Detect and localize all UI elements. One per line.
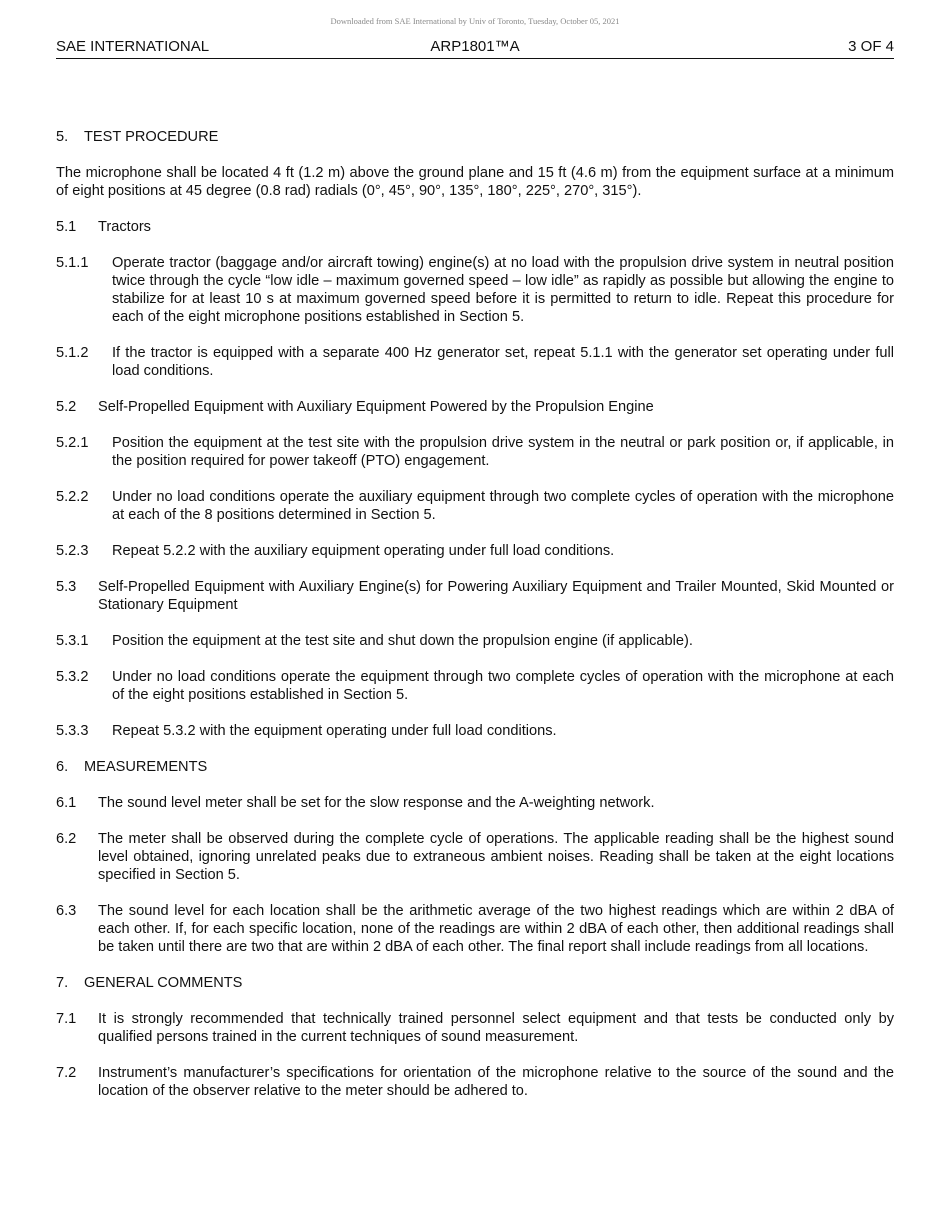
paragraph-number: 5.2.3 [56, 543, 89, 559]
paragraph-7-2 [56, 1064, 894, 1100]
paragraph-text: Repeat 5.3.2 with the equipment operating under full load conditions. [112, 723, 557, 739]
paragraph-text: Repeat 5.2.2 with the auxiliary equipment operating under full load conditions. [112, 543, 615, 559]
paragraph-6-2 [56, 830, 894, 884]
section-title: TEST PROCEDURE [84, 129, 219, 145]
paragraph-text: Operate tractor (baggage and/or aircraft towing) engine(s) at no load with the propulsion drive system in neutral position twice through the cycle “low idle – maximum governed speed – low idle” as rapidly as possible but allowing the engine to stabilize for at least 10 s at maximum governed speed before it is permitted to return to idle. Repeat this procedure for each of the eight microphone positions established in Section 5. [112, 255, 894, 325]
subsection-title: Self-Propelled Equipment with Auxiliary Engine(s) for Powering Auxiliary Equipment and Trailer Mounted, Skid Mounted or Stationary Equipment [98, 579, 894, 613]
subsection-number: 5.1 [56, 219, 77, 235]
section-heading-6 [56, 758, 894, 776]
paragraph-5-3-1 [56, 632, 894, 650]
paragraph-number: 5.3.1 [56, 633, 89, 649]
subsection-5-3 [56, 578, 894, 614]
download-watermark: Downloaded from SAE International by Univ of Toronto, Tuesday, October 05, 2021 [330, 16, 620, 26]
paragraph-5-3-3 [56, 722, 894, 740]
section-title: MEASUREMENTS [84, 759, 208, 775]
page-header [56, 38, 894, 59]
paragraph-number: 6.2 [56, 831, 77, 847]
paragraph-number: 5.2.2 [56, 489, 89, 505]
document-body [56, 128, 894, 1118]
paragraph-5-2-3 [56, 542, 894, 560]
section-number: 7. [56, 975, 69, 991]
paragraph-5-3-2 [56, 668, 894, 704]
paragraph-6-1 [56, 794, 894, 812]
paragraph-number: 5.1.1 [56, 255, 89, 271]
paragraph-number: 5.3.3 [56, 723, 89, 739]
section-title: GENERAL COMMENTS [84, 975, 243, 991]
paragraph-text: The sound level meter shall be set for the slow response and the A-weighting network. [98, 795, 655, 811]
paragraph-number: 5.1.2 [56, 345, 89, 361]
section-heading-5 [56, 128, 894, 146]
subsection-5-1 [56, 218, 894, 236]
section-heading-7 [56, 974, 894, 992]
paragraph-text: The sound level for each location shall be the arithmetic average of the two highest readings which are within 2 dBA of each other. If, for each specific location, none of the readings are within 2 dBA of each other, then additional readings shall be taken until there are two that are within 2 dBA of each other. The final report shall include readings from all locations. [98, 903, 894, 955]
subsection-title: Self-Propelled Equipment with Auxiliary Equipment Powered by the Propulsion Engine [98, 399, 654, 415]
paragraph-text: The meter shall be observed during the complete cycle of operations. The applicable reading shall be the highest sound level obtained, ignoring unrelated peaks due to extraneous ambient noises. Reading shall be taken at the eight locations specified in Section 5. [98, 831, 894, 883]
section-number: 6. [56, 759, 69, 775]
subsection-title: Tractors [98, 219, 151, 235]
section-5-intro: The microphone shall be located 4 ft (1.2 m) above the ground plane and 15 ft (4.6 m) from the equipment surface at a minimum of eight positions at 45 degree (0.8 rad) radials (0°, 45°, 90°, 135°, 180°, 225°, 270°, 315°). [56, 165, 894, 199]
paragraph-text: Position the equipment at the test site and shut down the propulsion engine (if applicable). [112, 633, 693, 649]
paragraph-text: Under no load conditions operate the auxiliary equipment through two complete cycles of operation with the microphone at each of the 8 positions determined in Section 5. [112, 489, 894, 523]
header-page-number: 3 OF 4 [848, 38, 894, 55]
paragraph-text: Under no load conditions operate the equipment through two complete cycles of operation with the microphone at each of the eight positions established in Section 5. [112, 669, 894, 703]
paragraph-number: 6.1 [56, 795, 77, 811]
paragraph-number: 5.2.1 [56, 435, 89, 451]
paragraph-number: 6.3 [56, 903, 77, 919]
header-document-id: ARP1801™A [430, 38, 520, 55]
paragraph-number: 7.1 [56, 1011, 77, 1027]
section-number: 5. [56, 129, 69, 145]
subsection-number: 5.2 [56, 399, 77, 415]
paragraph-text: Position the equipment at the test site with the propulsion drive system in the neutral or park position or, if applicable, in the position required for power takeoff (PTO) engagement. [112, 435, 894, 469]
paragraph-5-2-2 [56, 488, 894, 524]
subsection-number: 5.3 [56, 579, 77, 595]
paragraph-text: Instrument’s manufacturer’s specifications for orientation of the microphone relative to the source of the sound and the location of the observer relative to the meter should be adhered to. [98, 1065, 894, 1099]
paragraph-5-1-2 [56, 344, 894, 380]
paragraph-6-3 [56, 902, 894, 956]
paragraph-text: It is strongly recommended that technically trained personnel select equipment and that tests be conducted only by qualified persons trained in the current techniques of sound measurement. [98, 1011, 894, 1045]
subsection-5-2 [56, 398, 894, 416]
paragraph-number: 5.3.2 [56, 669, 89, 685]
paragraph-5-1-1 [56, 254, 894, 326]
paragraph-7-1 [56, 1010, 894, 1046]
header-publisher: SAE INTERNATIONAL [56, 38, 210, 55]
paragraph-text: If the tractor is equipped with a separate 400 Hz generator set, repeat 5.1.1 with the generator set operating under full load conditions. [112, 345, 894, 379]
paragraph-5-2-1 [56, 434, 894, 470]
paragraph-number: 7.2 [56, 1065, 77, 1081]
